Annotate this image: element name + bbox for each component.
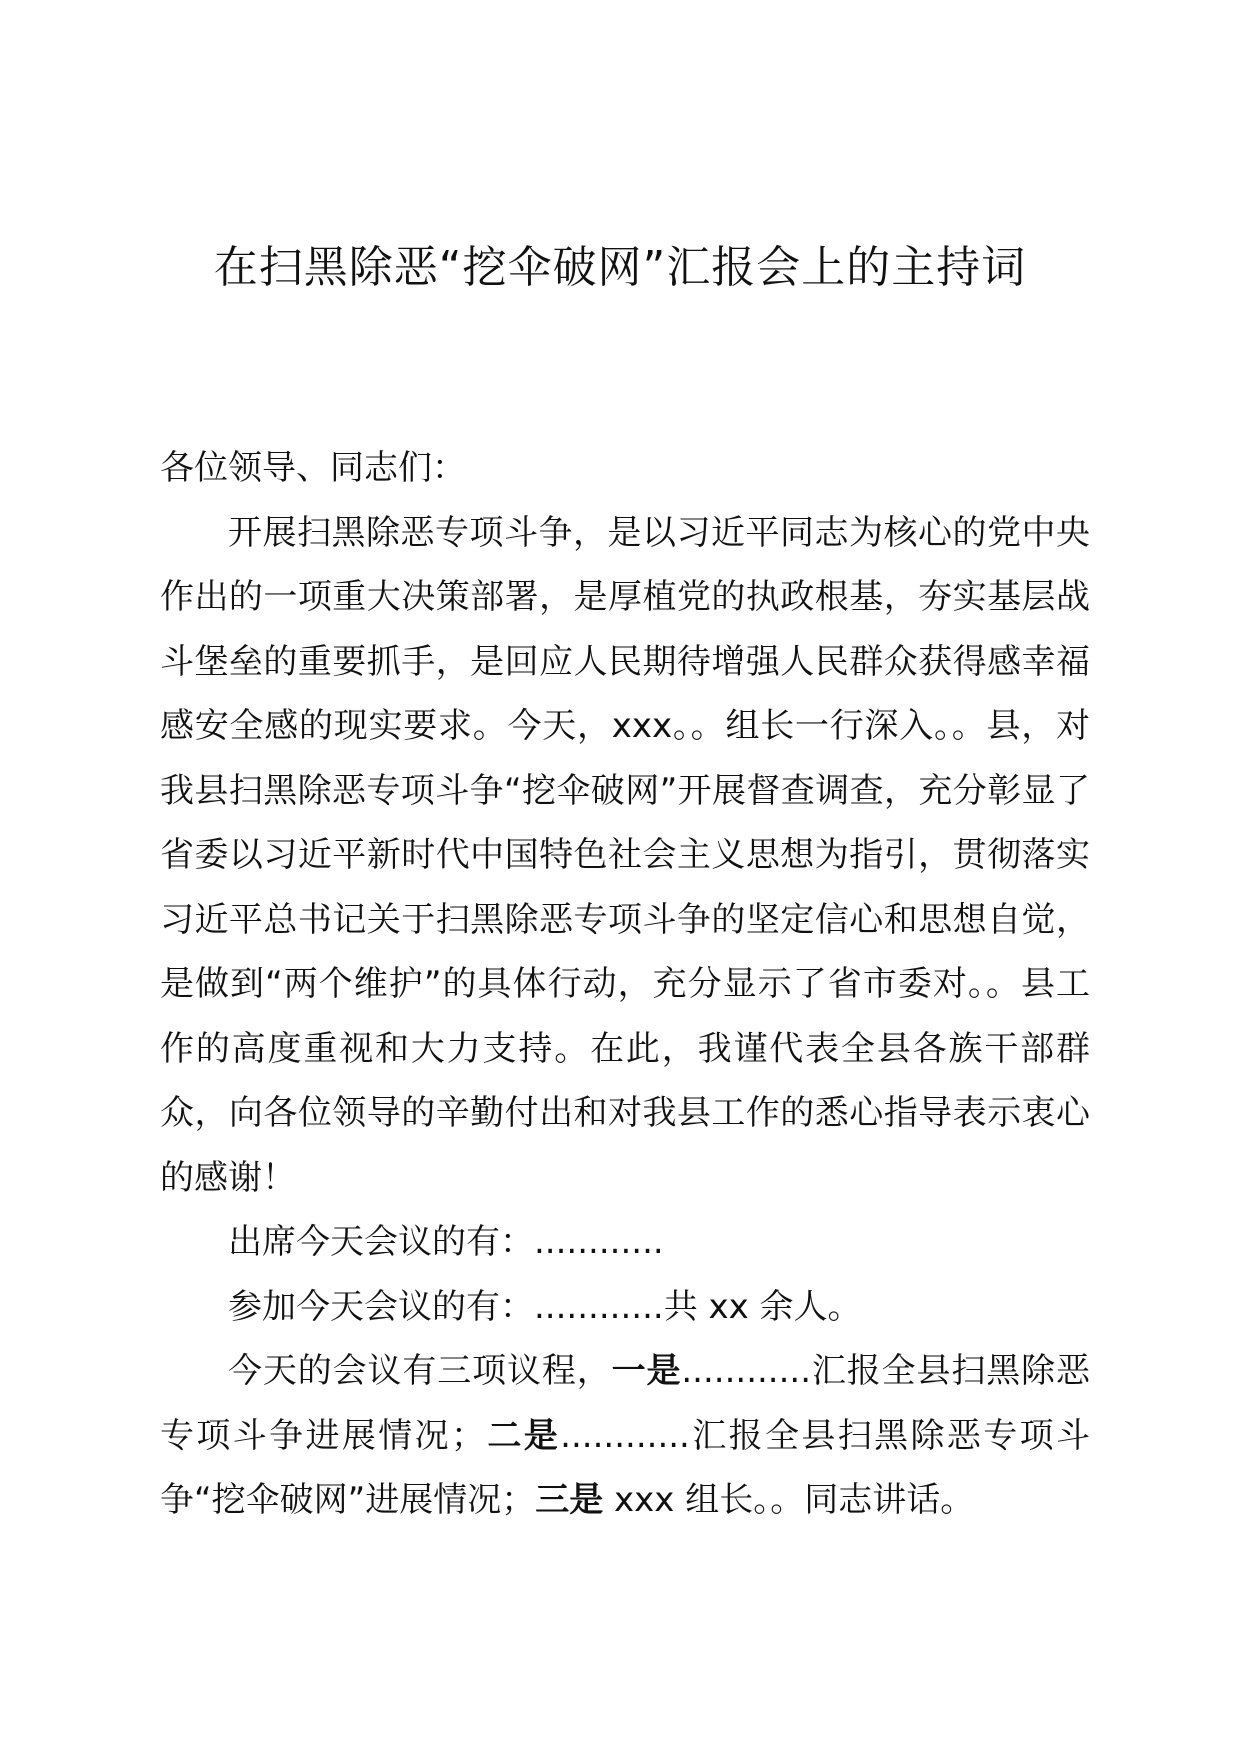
paragraph-opening: 开展扫黑除恶专项斗争，是以习近平同志为核心的党中央作出的一项重大决策部署，是厚植党的执政根基，夯实基层战斗堡垒的重要抓手，是回应人民期待增强人民群众获得感幸福感安全感的现实要求。今天，xxx。。组长一行深入。。县，对我县扫黑除恶专项斗争“挖伞破网”开展督查调查，充分彰显了省委以习近平新时代中国特色社会主义思想为指引，贯彻落实习近平总书记关于扫黑除恶专项斗争的坚定信心和思想自觉，是做到“两个维护”的具体行动，充分显示了省市委对。。县工作的高度重视和大力支持。在此，我谨代表全县各族干部群众，向各位领导的辛勤付出和对我县工作的悉心指导表示衷心的感谢！ [160, 512, 1090, 1198]
document-title: 在扫黑除恶“挖伞破网”汇报会上的主持词 [213, 242, 1027, 293]
document-body [160, 436, 1090, 1533]
agenda-item1-text: ............汇报全县扫黑除恶专项斗争进展情况； [160, 1351, 1091, 1456]
attendees-line: 出席今天会议的有：............ [228, 1222, 664, 1262]
participants-line: 参加今天会议的有：............共 xx 余人。 [228, 1286, 862, 1327]
salutation: 各位领导、同志们： [160, 448, 466, 488]
agenda-intro: 今天的会议有三项议程， [228, 1351, 612, 1391]
agenda-item2-label: 二是 [485, 1415, 561, 1456]
agenda-item1-label: 一是 [611, 1351, 682, 1391]
agenda-item3-text: xxx 组长。。同志讲话。 [603, 1480, 975, 1520]
agenda-item2-text: ............汇报全县扫黑除恶专项斗争“挖伞破网”进展情况； [160, 1415, 1091, 1520]
agenda-paragraph [160, 1339, 1090, 1533]
agenda-item3-label: 三是 [535, 1480, 604, 1520]
